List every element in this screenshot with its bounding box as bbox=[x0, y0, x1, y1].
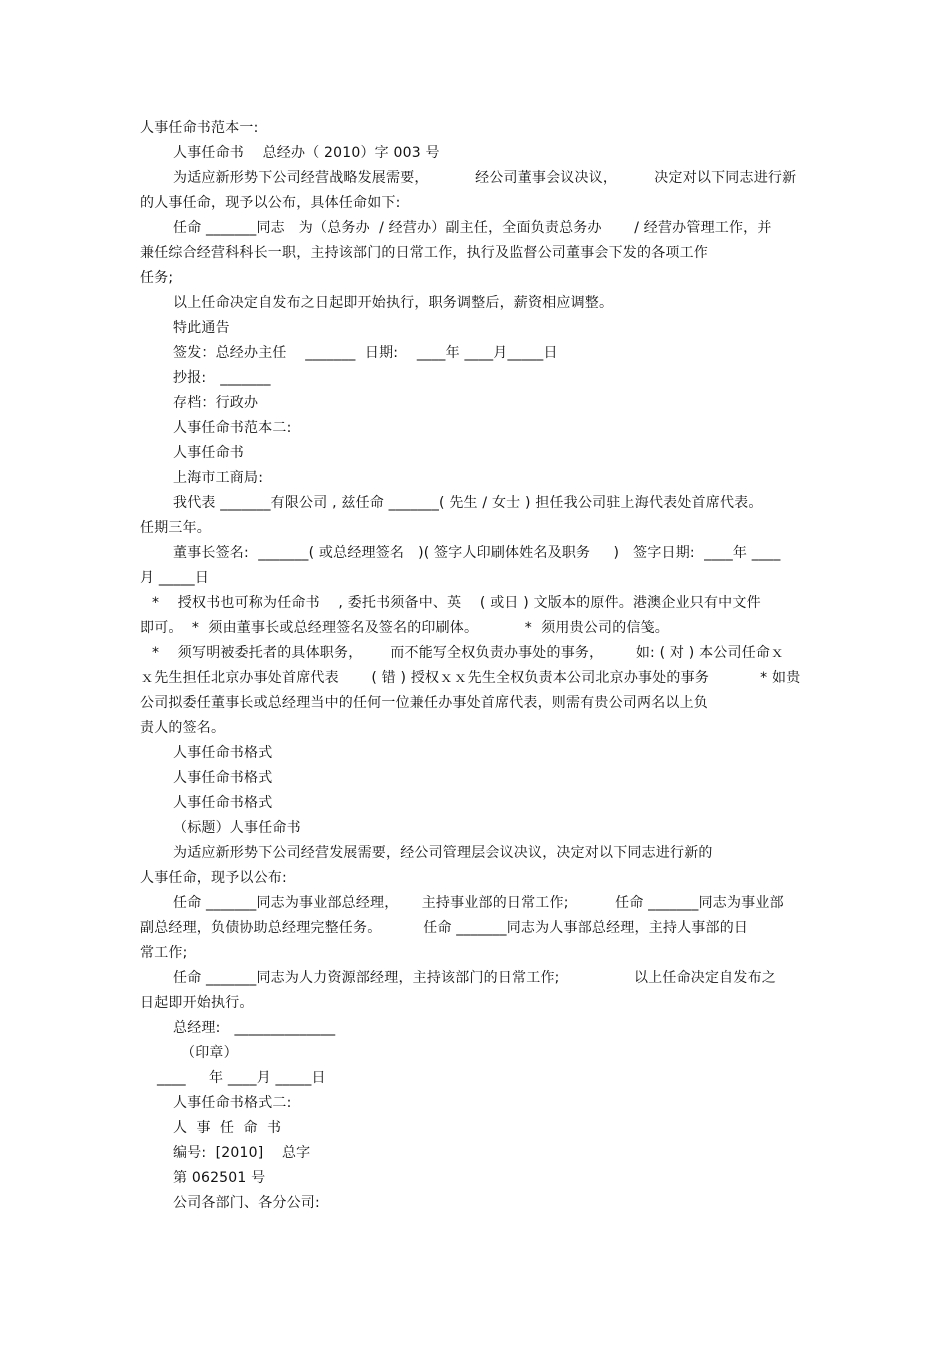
body-text-line: 任期三年。 bbox=[140, 520, 211, 536]
body-text-line: 任命 _______同志 为（总务办 / 经营办）副主任，全面负责总务办 / 经营办管理工作，并 bbox=[173, 220, 772, 236]
doc-title-line: 人事任命书 bbox=[173, 445, 244, 461]
note-line: 责人的签名。 bbox=[140, 720, 226, 736]
section-heading-format-two: 人事任命书格式二: bbox=[173, 1095, 292, 1111]
note-line: * 授权书也可称为任命书 , 委托书须备中、英 ( 或日 ) 文版本的原件。港澳企业只有中文件 bbox=[152, 595, 761, 611]
note-line: * 须写明被委托者的具体职务， 而不能写全权负责办事处的事务， 如: ( 对 ) 本公司任命ｘ bbox=[152, 645, 785, 661]
date-line: 月 _____日 bbox=[140, 570, 210, 586]
body-text-line: 为适应新形势下公司经营发展需要，经公司管理层会议决议，决定对以下同志进行新的 bbox=[173, 845, 713, 861]
body-text-line: 任命 _______同志为人力资源部经理，主持该部门的日常工作; 以上任命决定自发布之 bbox=[173, 970, 776, 986]
cc-line: 抄报: _______ bbox=[173, 370, 271, 386]
doc-title-line: 人事任命书 总经办（ 2010）字 003 号 bbox=[173, 145, 440, 161]
body-text-line: 副总经理，负债协助总经理完整任务。 任命 _______同志为人事部总经理，主持人事部的日 bbox=[140, 920, 749, 936]
body-text-line: 任务; bbox=[140, 270, 174, 286]
doc-title-line: （标题）人事任命书 bbox=[173, 820, 301, 836]
general-manager-signature-line: 总经理: ______________ bbox=[173, 1020, 336, 1036]
doc-number-line: 第 062501 号 bbox=[173, 1170, 266, 1186]
section-heading-sample-one: 人事任命书范本一: bbox=[140, 120, 259, 136]
body-text-line: 日起即开始执行。 bbox=[140, 995, 254, 1011]
body-text-line: 兼任综合经营科科长一职，主持该部门的日常工作，执行及监督公司董事会下发的各项工作 bbox=[140, 245, 708, 261]
addressee-line: 公司各部门、各分公司: bbox=[173, 1195, 320, 1211]
seal-line: （印章） bbox=[181, 1045, 238, 1061]
section-heading-format: 人事任命书格式 bbox=[173, 795, 273, 811]
note-line: 公司拟委任董事长或总经理当中的任何一位兼任办事处首席代表，则需有贵公司两名以上负 bbox=[140, 695, 708, 711]
body-text-line: 人事任命，现予以公布: bbox=[140, 870, 287, 886]
archive-line: 存档：行政办 bbox=[173, 395, 259, 411]
section-heading-sample-two: 人事任命书范本二: bbox=[173, 420, 292, 436]
body-text-line: 以上任命决定自发布之日起即开始执行，职务调整后，薪资相应调整。 bbox=[173, 295, 614, 311]
body-text-line: 任命 _______同志为事业部总经理， 主持事业部的日常工作; 任命 _______同志为事业部 bbox=[173, 895, 784, 911]
doc-number-line: 编号: [2010] 总字 bbox=[173, 1145, 311, 1161]
note-line: ｘ先生担任北京办事处首席代表 ( 错 ) 授权ｘｘ先生全权负责本公司北京办事处的事务 * 如贵 bbox=[140, 670, 801, 686]
body-text-line: 常工作; bbox=[140, 945, 188, 961]
date-line: ____ 年 ____月 _____日 bbox=[157, 1070, 326, 1086]
signature-date-line: 签发：总经办主任 _______ 日期: ____年 ____月_____日 bbox=[173, 345, 558, 361]
addressee-line: 上海市工商局: bbox=[173, 470, 264, 486]
signature-line: 董事长签名: _______( 或总经理签名 )( 签字人印刷体姓名及职务 ) 签字日期: ____年 ____ bbox=[173, 545, 781, 561]
body-text-line: 为适应新形势下公司经营战略发展需要， 经公司董事会议决议， 决定对以下同志进行新 bbox=[173, 170, 797, 186]
body-text-line: 我代表 _______有限公司 , 兹任命 _______( 先生 / 女士 ) 担任我公司驻上海代表处首席代表。 bbox=[173, 495, 763, 511]
note-line: 即可。 * 须由董事长或总经理签名及签名的印刷体。 * 须用贵公司的信笺。 bbox=[140, 620, 670, 636]
section-heading-format: 人事任命书格式 bbox=[173, 745, 273, 761]
body-text-line: 的人事任命，现予以公布，具体任命如下: bbox=[140, 195, 401, 211]
doc-title-line: 人 事 任 命 书 bbox=[173, 1120, 282, 1136]
section-heading-format: 人事任命书格式 bbox=[173, 770, 273, 786]
notice-line: 特此通告 bbox=[173, 320, 230, 336]
